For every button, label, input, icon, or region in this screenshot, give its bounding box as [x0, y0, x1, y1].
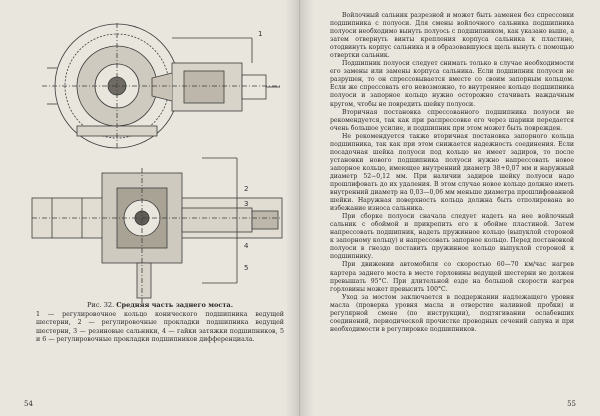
callout-label-5: 5 — [244, 264, 249, 272]
caption-title-line — [36, 301, 284, 309]
callout-label-2: 2 — [244, 185, 249, 193]
figure-title: Средняя часть заднего моста. — [116, 301, 234, 309]
paragraph: При движении автомобиля со скоростью 60—70 км/час нагрев картера заднего моста в месте горловины ведущей шестерни не должен превышать 95°С. При длительной езде на большой скорости нагрев горловины может превысить 100°С. — [330, 261, 574, 293]
rear-axle-drawing — [22, 8, 284, 306]
figure-number: Рис. 32. — [86, 301, 115, 309]
paragraph: Подшипник полуоси следует снимать только в случае необходимости его замены или замены корпуса сальника. Если подшипник полуоси не разрушен, то он спрессовывается вместе со своим запорным кольцом. Если же спрессовать его невозможно, то внутреннее кольцо подшипника полуоси и запорное кольцо нужно осторожно стачивать наждачным кругом, чтобы не повредить шейку полуоси. — [330, 60, 574, 108]
paragraph: Вторичная постановка спрессованного подшипника полуоси не рекомендуется, так как при распрессовке его через шарики передается очень большое усилие, и подшипник при этом может быть поврежден. — [330, 108, 574, 132]
gutter-shadow-left — [285, 0, 299, 416]
page-number-left: 54 — [24, 400, 33, 408]
page-number-right: 55 — [567, 400, 576, 408]
callout-label-4: 4 — [244, 242, 249, 250]
callout-label-3: 3 — [244, 200, 249, 208]
caption-legend: 1 — регулировочное кольцо конического подшипника ведущей шестерни, 2 — регулировочные прокладки подшипника ведущей шестерни, 3 — резиновые сальники, 4 — гайки затяжки подшипников, 5 и 6 — регулировочные прокладки подшипников дифференциала. — [36, 311, 284, 343]
callout-label-1: 1 — [258, 30, 263, 38]
right-page — [300, 0, 600, 416]
paragraph: Войлочный сальник разрезной и может быть заменен без спрессовки подшипника с полуоси. Для смены войлочного сальника подшипника полуоси необходимо вынуть полуось с подшипником, как указано выше, а затем отвернуть винты крепления корпуса сальника к пластине, отодвинуть корпус сальника и в образовавшуюся щель вынуть с помощью отвертки сальник. — [330, 12, 574, 60]
technical-drawing — [22, 8, 284, 306]
gutter-shadow-right — [300, 0, 314, 416]
paragraph: При сборке полуоси сначала следует надеть на нее войлочный сальник с обоймой и прикрепить его к обойме пластиной. Затем напрессовать подшипник, надеть пружинное кольцо (выпуклой стороной к запорному кольцу) и напрессовать запорное кольцо. Перед постановкой полуоси в гнездо поставить пружинное кольцо выпуклой стороной к подшипнику. — [330, 213, 574, 261]
paragraph: Уход за мостом заключается в поддержании надлежащего уровня масла (проверка уровня масла и отверстие наливной пробки) и регулярной смене (по инструкции), подтягивании ослабевших соединений, периодической прочистке проводных сечений сапуна и при необходимости в регулировке подшипников. — [330, 293, 574, 333]
body-text — [330, 12, 574, 334]
figure-caption — [36, 301, 284, 344]
paragraph: Не рекомендуется также вторичная постановка запорного кольца подшипника, так как при этом снижается надежность соединения. Если посадочная шейка полуоси под кольцо не имеет задиров, то после установки нового подшипника полуоси нужно напрессовать новое запорное кольцо, имеющее внутренний диаметр 38+0,07 мм и наружный диаметр 52−0,12 мм. При наличии задиров шейку полуоси надо прошлифовать до их удаления. В этом случае новое кольцо должно иметь внутренний диаметр на 0,03—0,06 мм меньше диаметра прошлифованной шейки. Наружная поверхность кольца должна быть отполирована во избежание износа сальника. — [330, 132, 574, 213]
